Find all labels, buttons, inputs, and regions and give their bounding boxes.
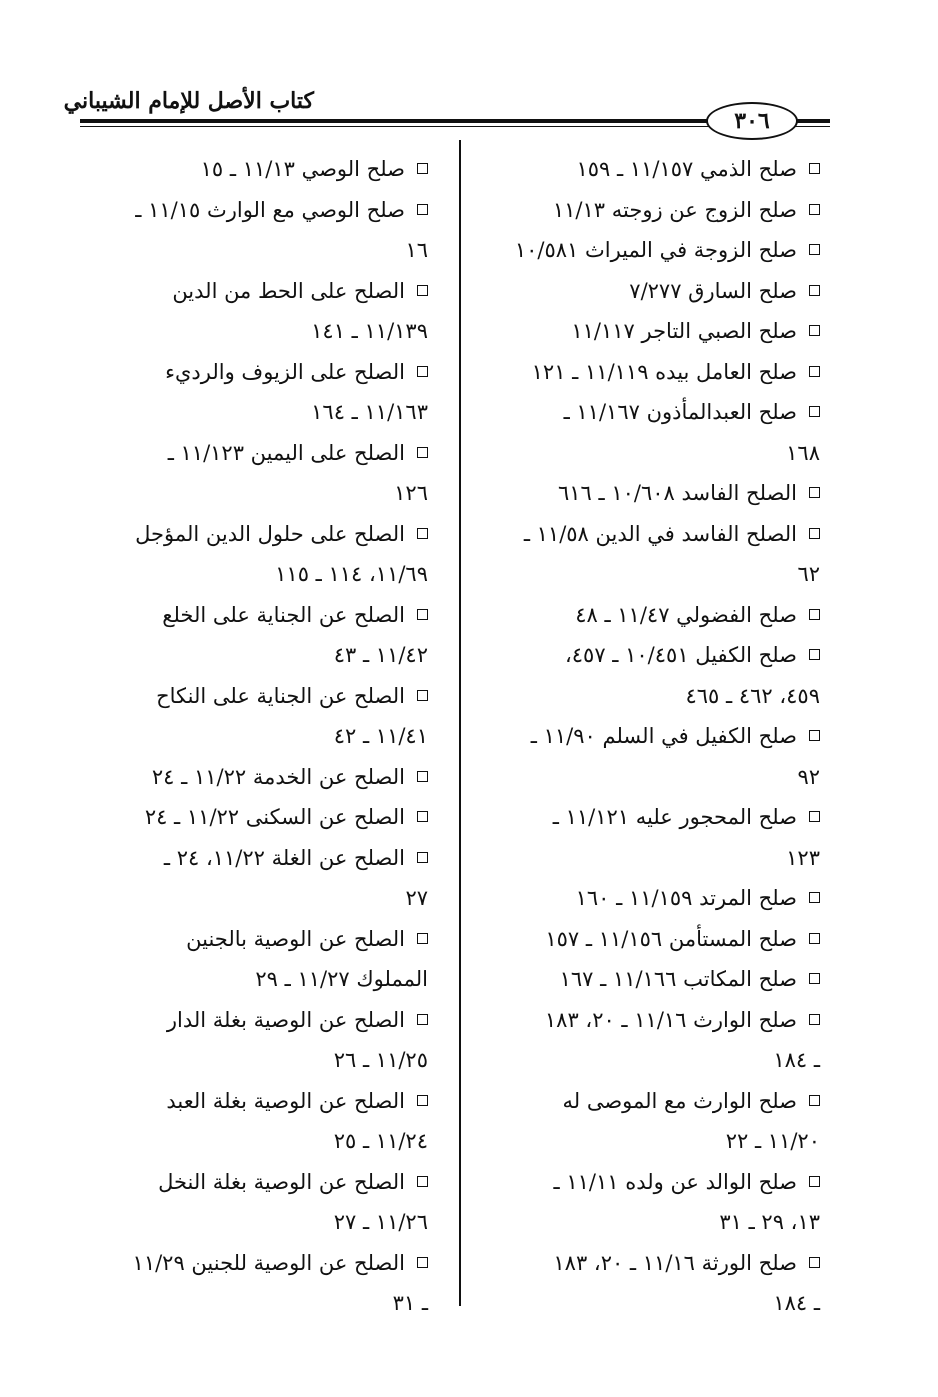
index-entry <box>478 919 820 960</box>
index-entry <box>86 1162 428 1243</box>
index-entry <box>478 959 820 1000</box>
index-entry <box>478 1162 820 1243</box>
index-entry-text: صلح الوارث ١١/١٦ ـ ٢٠، ١٨٣ <box>544 1007 797 1032</box>
index-entry-text: صلح الوالد عن ولده ١١/١١ ـ <box>553 1169 797 1194</box>
square-bullet-icon <box>809 1176 820 1187</box>
index-entry <box>478 1243 820 1324</box>
index-entry-continuation: ٩٢ <box>797 764 820 789</box>
square-bullet-icon <box>417 285 428 296</box>
index-entry-continuation: ٤٥٩، ٤٦٢ ـ ٤٦٥ <box>685 683 820 708</box>
square-bullet-icon <box>809 1095 820 1106</box>
index-entry-text: الصلح عن الوصية بغلة العبد <box>166 1088 405 1113</box>
index-entry <box>86 919 428 1000</box>
index-entry-text: الصلح عن الوصية بغلة النخل <box>158 1169 405 1194</box>
index-entry-continuation: ١١/٦٩، ١١٤ ـ ١١٥ <box>275 562 428 586</box>
index-entry <box>478 635 820 716</box>
index-entry-continuation: ١١/١٦٣ ـ ١٦٤ <box>311 400 428 424</box>
index-entry-continuation: ٦٢ <box>797 562 820 586</box>
square-bullet-icon <box>809 406 820 417</box>
index-entry-text: الصلح عن السكنى ١١/٢٢ ـ ٢٤ <box>144 805 405 829</box>
index-entry-text: صلح العبدالمأذون ١١/١٦٧ ـ <box>563 400 797 424</box>
square-bullet-icon <box>809 973 820 984</box>
index-entry-continuation: ١١/٢٤ ـ ٢٥ <box>333 1129 428 1153</box>
index-entry-text: صلح الصبي التاجر ١١/١١٧ <box>571 319 797 343</box>
index-entry-text: صلح المحجور عليه ١١/١٢١ ـ <box>552 805 797 829</box>
index-entry-text: صلح الفضولي ١١/٤٧ ـ ٤٨ <box>575 602 797 627</box>
index-entry <box>86 595 428 676</box>
index-entry <box>478 1000 820 1081</box>
index-entry-text: صلح الوصي مع الوارث ١١/١٥ ـ <box>135 197 405 222</box>
index-entry <box>86 1000 428 1081</box>
index-entry-continuation: ١١/٢٠ ـ ٢٢ <box>725 1129 820 1153</box>
index-entry <box>86 838 428 919</box>
index-column-left <box>86 149 428 1324</box>
index-entry <box>86 1243 428 1324</box>
index-entry-continuation: المملوك ١١/٢٧ ـ ٢٩ <box>255 967 428 991</box>
index-entry-text: الصلح عن الوصية للجنين ١١/٢٩ <box>132 1250 405 1275</box>
index-entry-text: صلح الذمي ١١/١٥٧ ـ ١٥٩ <box>576 157 797 181</box>
running-header-title: كتاب الأصل للإمام الشيباني <box>63 88 314 114</box>
square-bullet-icon <box>417 609 428 620</box>
index-entry-continuation: ـ ٣١ <box>392 1291 428 1315</box>
index-entry <box>86 676 428 757</box>
index-entry-text: صلح الزوج عن زوجته ١١/١٣ <box>552 197 797 222</box>
index-entry <box>478 311 820 352</box>
index-entry-text: صلح الورثة ١١/١٦ ـ ٢٠، ١٨٣ <box>553 1250 797 1275</box>
index-entry-text: صلح السارق ٧/٢٧٧ <box>629 278 797 303</box>
index-entry-text: صلح الكفيل في السلم ١١/٩٠ ـ <box>530 724 797 748</box>
index-column-right <box>478 149 820 1324</box>
index-entry-continuation: ١١/٤٢ ـ ٤٣ <box>333 643 428 667</box>
square-bullet-icon <box>417 690 428 701</box>
square-bullet-icon <box>417 447 428 458</box>
page-number-badge: ٣٠٦ <box>706 102 798 140</box>
index-entry <box>86 271 428 352</box>
index-entry <box>86 352 428 433</box>
index-entry-text: الصلح عن الغلة ١١/٢٢، ٢٤ ـ <box>163 845 405 870</box>
index-entry <box>478 716 820 797</box>
index-entry-text: الصلح على الزيوف والرديء <box>165 359 405 384</box>
index-entry <box>478 473 820 514</box>
index-entry <box>478 230 820 271</box>
index-entry-text: الصلح الفاسد في الدين ١١/٥٨ ـ <box>523 521 797 546</box>
index-entry <box>478 878 820 919</box>
square-bullet-icon <box>809 1257 820 1268</box>
index-entry <box>86 514 428 595</box>
square-bullet-icon <box>417 811 428 822</box>
square-bullet-icon <box>809 163 820 174</box>
index-entry-text: الصلح على اليمين ١١/١٢٣ ـ <box>167 440 405 465</box>
index-entry-text: صلح المستأمن ١١/١٥٦ ـ ١٥٧ <box>545 926 797 951</box>
column-divider <box>459 140 461 1306</box>
square-bullet-icon <box>809 244 820 255</box>
square-bullet-icon <box>809 487 820 498</box>
index-entry-text: صلح المكاتب ١١/١٦٦ ـ ١٦٧ <box>559 967 797 991</box>
square-bullet-icon <box>417 771 428 782</box>
square-bullet-icon <box>417 933 428 944</box>
index-entry-continuation: ـ ١٨٤ <box>773 1048 820 1072</box>
index-entry-continuation: ٢٧ <box>405 886 428 910</box>
square-bullet-icon <box>417 204 428 215</box>
index-entry-text: صلح الوارث مع الموصى له <box>562 1088 797 1113</box>
index-entry <box>86 149 428 190</box>
index-entry-text: صلح المرتد ١١/١٥٩ ـ ١٦٠ <box>575 886 797 910</box>
square-bullet-icon <box>417 366 428 377</box>
index-entry-text: صلح الزوجة في الميراث ١٠/٥٨١ <box>514 238 797 262</box>
square-bullet-icon <box>809 649 820 660</box>
index-entry-continuation: ١٢٣ <box>786 845 820 870</box>
square-bullet-icon <box>417 1014 428 1025</box>
index-entry-text: الصلح عن الجناية على الخلع <box>162 602 405 627</box>
square-bullet-icon <box>809 609 820 620</box>
index-entry <box>86 797 428 838</box>
index-entry-text: الصلح الفاسد ١٠/٦٠٨ ـ ٦١٦ <box>557 481 797 505</box>
square-bullet-icon <box>809 892 820 903</box>
index-entry-continuation: ١١/٤١ ـ ٤٢ <box>333 724 428 748</box>
square-bullet-icon <box>809 1014 820 1025</box>
square-bullet-icon <box>809 204 820 215</box>
index-entry <box>478 797 820 878</box>
index-entry <box>86 1081 428 1162</box>
index-entry <box>478 514 820 595</box>
index-entry <box>86 757 428 798</box>
index-entry <box>478 190 820 231</box>
square-bullet-icon <box>417 1095 428 1106</box>
index-entry <box>478 392 820 473</box>
square-bullet-icon <box>809 811 820 822</box>
square-bullet-icon <box>417 852 428 863</box>
index-entry-continuation: ١١/٢٦ ـ ٢٧ <box>333 1210 428 1234</box>
index-entry-text: صلح الكفيل ١٠/٤٥١ ـ ٤٥٧، <box>564 643 797 667</box>
square-bullet-icon <box>809 933 820 944</box>
index-entry <box>478 1081 820 1162</box>
square-bullet-icon <box>417 1176 428 1187</box>
square-bullet-icon <box>417 528 428 539</box>
index-entry-continuation: ١٦ <box>405 238 428 262</box>
index-entry-text: الصلح على الحط من الدين <box>172 278 405 303</box>
index-entry-text: الصلح عن الجناية على النكاح <box>156 683 405 708</box>
index-entry-text: الصلح عن الوصية بغلة الدار <box>166 1007 405 1032</box>
index-entry-continuation: ـ ١٨٤ <box>773 1291 820 1315</box>
index-entry <box>478 352 820 393</box>
square-bullet-icon <box>809 730 820 741</box>
square-bullet-icon <box>417 163 428 174</box>
index-entry <box>86 433 428 514</box>
square-bullet-icon <box>809 366 820 377</box>
square-bullet-icon <box>809 528 820 539</box>
index-entry <box>478 595 820 636</box>
index-entry-continuation: ١١/٢٥ ـ ٢٦ <box>333 1048 428 1072</box>
index-entry <box>86 190 428 271</box>
index-entry-continuation: ١٣، ٢٩ ـ ٣١ <box>719 1210 820 1234</box>
index-entry-text: صلح العامل بيده ١١/١١٩ ـ ١٢١ <box>531 359 797 384</box>
index-entry-continuation: ١١/١٣٩ ـ ١٤١ <box>311 319 428 343</box>
index-entry-text: الصلح عن الوصية بالجنين <box>186 926 405 951</box>
square-bullet-icon <box>417 1257 428 1268</box>
index-entry-continuation: ١٢٦ <box>394 481 428 505</box>
index-entry-text: الصلح عن الخدمة ١١/٢٢ ـ ٢٤ <box>151 764 405 789</box>
index-entry <box>478 149 820 190</box>
index-entry-continuation: ١٦٨ <box>786 440 820 465</box>
index-entry-text: صلح الوصي ١١/١٣ ـ ١٥ <box>200 157 405 181</box>
index-entry <box>478 271 820 312</box>
square-bullet-icon <box>809 285 820 296</box>
square-bullet-icon <box>809 325 820 336</box>
index-entry-text: الصلح على حلول الدين المؤجل <box>135 521 405 546</box>
